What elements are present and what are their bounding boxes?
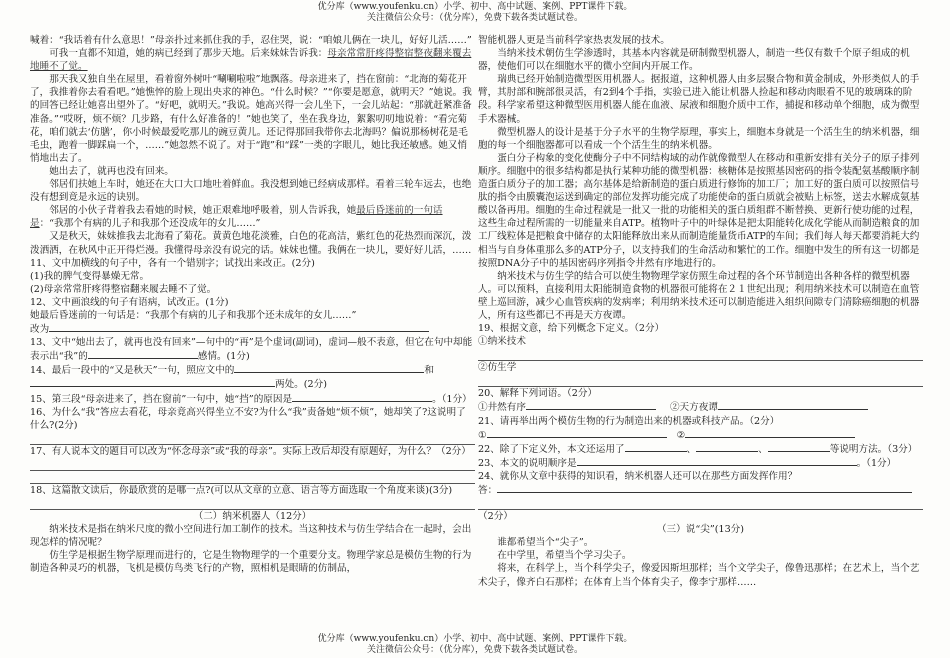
header-watermark [0, 2, 950, 24]
paragraph: 邻居们扶她上车时，她还在大口大口地吐着鲜血。我没想到她已经病成那样。看着三轮车远去，也绝没有想到竟是永远的诀别。 [30, 179, 472, 204]
header-line-2: 关注微信公众号：（优分库），免费下载各类试题试卷。 [366, 13, 583, 23]
paragraph: 蛋白分子构象的变化使酶分子中不同结构域的动作就像微型人在移动和重新安排有关分子的原子排列顺序。细胞中的很多结构都是执行某种功能的微型机器：核糖体是按照基因密码的指令装配氨基酸顺序制造蛋白质分子的加工器；高尔基体是给新制造的蛋白质进行修饰的加工厂；加工好的蛋白质可以按照信号肽的指令由膜囊泡运送到确定的部位发挥功能完成了功能使命的蛋白质就会被贴上标签，送去水解成氨基酸以备再用。细胞的生命过程就是一批又一批的功能相关的蛋白质组群不断替换、更新行使功能的过程，这些生命过程所需的一切能量来自ATP。植物叶子中的叶绿体是把太阳能转化成化学能从而制造粮食的加工厂线粒体是把粮食中储存的太阳能释放出来从而制造能量货币ATP的车间；我们每人每天都要消耗大约相当与自身体重那么多的ATP分子，以支持我们的生命活动和繁忙的工作。细胞中发生的所有这一切都是按照DNA分子中的基因密码序列指令井然有序地进行的。 [478, 152, 920, 269]
question-22: 22、除了下定义外，本文还运用了 、 、 等说明方法。（3分） [478, 443, 918, 455]
answer-line[interactable] [30, 432, 475, 445]
section-3-title: （三）说“尖”(13分) [656, 524, 745, 536]
answer-blank[interactable] [768, 442, 830, 452]
paragraph: 那天我又独自坐在屋里，看着窗外树叶“唰唰啦啦”地飘落。母亲进来了，挡在窗前：“北海的菊花开了，我推着你去看看吧。”她憔悴的脸上现出央求的神色。“什么时候？”“你要是愿意，就明天？”她说。我的回答已经让她喜出望外了。“好吧，就明天。”我说。她高兴得一会儿坐下，一会儿站起：“那就赶紧准备准备。”“哎呀，烦不烦？几步路，有什么好准备的！”她也笑了，坐在我身边，絮絮叨叨地说着：“看完菊花，咱们就去‘仿膳’，你小时候最爱吃那儿的豌豆黄儿。还记得那回我带你去北海吗？偏说那杨树花是毛毛虫，跑着一脚踩扁一个，……”她忽然不说了。对于“跑”和“踩”一类的字眼儿，她比我还敏感。她又悄悄地出去了。 [30, 74, 472, 164]
paragraph: 当纳米技术朝仿生学渗透时，其基本内容就是研制微型机器人，制造一些仅有数千个原子组成的机器，使他们可以在细胞水平的微小空间内开展工作。 [478, 48, 910, 73]
question-21: 21、请再举出两个模仿生物的行为制造出来的机器或科技产品。（2分） [478, 415, 780, 427]
question-12-sentence: 她最后昏迷前的一句话是：“我那个有病的儿子和我那个还未成年的女儿……” [30, 309, 357, 321]
answer-line[interactable] [30, 471, 475, 484]
paragraph: 又是秋天，妹妹推我去北海看了菊花。黄黄色地花淡雅，白色的花高洁，紫红色的花热烈而深沉，泼泼洒洒，在秋风中正开得烂漫。我懂得母亲没有说完的话。妹妹也懂。我俩在一块儿，要好好儿活，…… [30, 231, 472, 256]
answer-blank[interactable] [88, 349, 198, 359]
question-17: 17、有人说本文的题目可以改为“怀念母亲”或“我的母亲”。实际上改后却没有原题好，为什么？（2分） [30, 445, 471, 457]
header-line-1: 优分库（www.youfenku.cn）小学、初中、高中试题、案例、PPT课件下载。 [317, 2, 633, 12]
answer-blank[interactable] [625, 442, 687, 452]
answer-blank[interactable] [30, 377, 275, 387]
right-column [478, 34, 923, 589]
paragraph: 仿生学是根据生物学原理而进行的，它是生物物理学的一个重要分支。物理学家总是模仿生物的行为制造各种灵巧的机器，飞机是模仿鸟类飞行的产物，照相机是眼睛的仿制品， [30, 550, 472, 575]
question-23: 23、本文的说明顺序是 。（1分） [478, 457, 897, 469]
question-11-item-2: (2)母亲常常肝疼得整宿翻来履去睡不了觉。 [30, 283, 217, 295]
answer-line[interactable] [478, 497, 923, 510]
question-19-item-1: ①纳米技术 [478, 336, 526, 348]
left-column [30, 34, 475, 575]
question-11: 11、文中加横线的句子中，各有一个错别字；试找出来改正。(2分) [30, 257, 315, 269]
question-15: 15、第三段“母亲进来了，挡在窗前”一句中，她“挡”的原因是 。（1分） [30, 393, 472, 405]
question-14: 14、最后一段中的“又是秋天”一句，照应文中的 和 [30, 365, 434, 377]
answer-blank[interactable] [685, 428, 855, 438]
answer-blank[interactable] [577, 456, 857, 466]
paragraph: 微型机器人的设计是基于分子水平的生物学原理，事实上，细胞本身就是一个活生生的纳米机器，细胞的每一个细胞器都可以看成一个个活生生的纳米机器。 [478, 126, 920, 151]
paragraph: 喊着：“我话着有什么意思！”母亲扑过来抓住我的手，忍住哭，说：“咱娘儿俩在一块儿，好好儿活……” [30, 35, 472, 46]
question-20: 20、解释下列词语。（2分） [478, 388, 598, 400]
paragraph: 纳米技术与仿生学的结合可以使生物物理学家仿照生命过程的各个环节制造出各种各样的微型机器人。可以预料，直接利用太阳能制造食物的机器很可能将在２１世纪出现；利用纳米技术可以制造在血管壁上巡回游，减少心血管疾病的发病率；利用纳米技术还可以制造能进入组织间隙专门清除癌细胞的机器人，所有这些都已不再是天方夜谭。 [478, 270, 920, 321]
answer-line[interactable] [30, 458, 475, 471]
paragraph: 将来，在科学上，当个科学尖子，像爱因斯坦那样；当个文学尖子，像鲁迅那样；在艺术上，当个艺术尖子，像齐白石那样；在体育上当个体育尖子，像李宁那样…… [478, 563, 920, 588]
question-24: 24、就你从文章中获得的知识看，纳米机器人还可以在那些方面发挥作用？ [478, 470, 798, 482]
footer-line-2: 关注微信公众号：（优分库），免费下载各类试题试卷。 [366, 645, 583, 655]
paragraph: 智能机器人更是当前科学家热衷发展的技术。 [478, 35, 670, 46]
answer-blank[interactable] [487, 428, 667, 438]
answer-line[interactable] [478, 374, 923, 387]
paragraph: 纳米技术是指在纳米尺度的微小空间进行加工制作的技术。当这种技术与仿生学结合在一起时，会出现怎样的情况呢？ [30, 524, 472, 549]
answer-blank[interactable] [49, 322, 429, 332]
question-20-items: ①井然有序 ②天方夜谭 [478, 400, 923, 414]
answer-blank[interactable] [234, 363, 424, 373]
question-13: 13、文中“她出去了，就再也没有回来”—句中的“再”是个虚词(副词)，虚词—般不表意，但它在句中却能表示出“我”的 感情。(1分) [30, 337, 473, 363]
question-12-answer: 改为 [30, 322, 475, 336]
answer-blank[interactable] [696, 442, 758, 452]
answer-blank[interactable] [292, 392, 432, 402]
footer-line-1: 优分库（www.youfenku.cn）小学、初中、高中试题、案例、PPT课件下载。 [317, 634, 633, 644]
paragraph: 她出去了，就再也没有回来。 [49, 165, 174, 177]
underlined-sentence: 母亲常常肝疼得整宿整夜翻来覆去地睡不了觉。 [30, 48, 472, 73]
answer-blank[interactable] [497, 483, 912, 493]
paragraph: 瑞典已经开始制造微型医用机器人。据报道，这种机器人由多层聚合物和黄金制成，外形类似人的手臂，其肘部和腕部很灵活，有2到4个手指，实验已进入能让机器人捡起和移动肉眼看不见的玻璃珠的阶段。科学家希望这种微型医用机器人能在血液、尿液和细胞介质中工作，捕捉和移动单个细胞，成为微型手术器械。 [478, 74, 920, 125]
question-16: 16、为什么“我”答应去看花，母亲竟高兴得坐立不安?为什么“我”责备她“烦不烦”，她却笑了?这说明了什么?(2分) [30, 406, 466, 431]
paragraph: 谁都希望当个“尖子”。 [497, 537, 594, 549]
question-19: 19、根据文意，给下列概念下定义。（2分） [478, 323, 665, 335]
question-14-cont: 两处。(2分) [30, 377, 475, 391]
paragraph: 邻居的小伙子背着我去看她的时候，她正艰难地呼吸着，别人告诉我，她最后昏迷前的一句话是：“我那个有病的儿子和我那个还没成年的女儿……” [30, 205, 443, 230]
footer-watermark [0, 634, 950, 656]
wavy-underlined-sentence: 最后昏迷前的一句话是 [30, 205, 443, 230]
question-11-item-1: (1)我的脾气变得暴燥无常。 [30, 270, 150, 282]
question-19-item-2: ②仿生学 [478, 362, 517, 374]
paragraph: 在中学里，希望当个学习尖子。 [497, 550, 632, 562]
paragraph: 可我一直都不知道，她的病已经到了那步天地。后来妹妹告诉我：母亲常常肝疼得整宿整夜翻来覆去地睡不了觉。 [30, 48, 472, 73]
question-18: 18、这篇散文读后，你最欣赏的是哪一点?(可以从文章的立意、语言等方面选取一个角度来谈)(3分) [30, 484, 453, 496]
answer-blank[interactable] [718, 400, 868, 410]
answer-blank[interactable] [526, 400, 656, 410]
answer-line[interactable] [30, 497, 475, 510]
question-24-answer: 答： [478, 483, 923, 497]
section-2-title: （二）纳米机器人（12分） [193, 511, 312, 522]
question-12: 12、文中画浪线的句子有语病，试改正。(1分) [30, 296, 229, 308]
question-24-points: （2分） [478, 511, 513, 523]
question-21-items: ① ② [478, 428, 923, 442]
answer-line[interactable] [478, 348, 923, 361]
